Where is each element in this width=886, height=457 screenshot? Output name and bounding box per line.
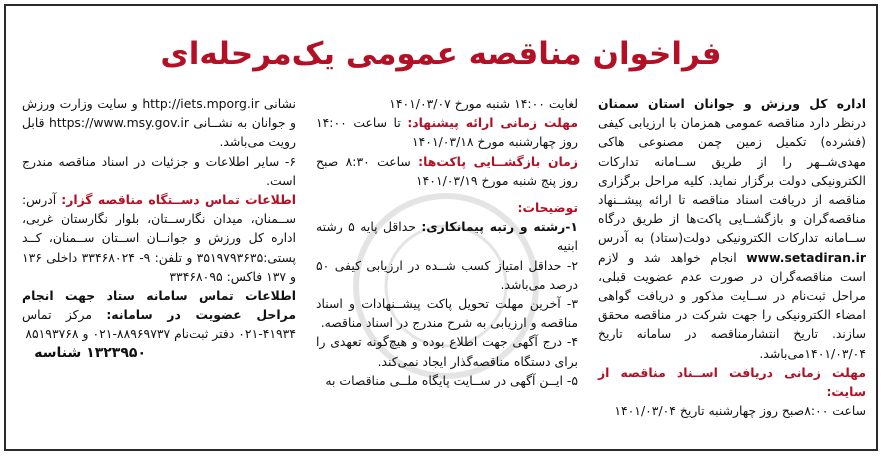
- document-deadline-text: ساعت ۸:۰۰صبح روز چهارشنبه تاریخ ۱۴۰۱/۰۳/۰۴: [614, 403, 866, 419]
- notes-heading: توضیحات:: [517, 200, 578, 216]
- intro-paragraph: [598, 94, 866, 363]
- note-3: ۳- آخرین مهلت تحویل پاکت پیشــنهادات و اسناد مناقصه و ارزیابی به شرح مندرج در اسناد مناقصه.: [316, 296, 578, 331]
- note-6: ۶- سایر اطلاعات و جزئیات در اسناد مناقصه مندرج است.: [22, 153, 296, 188]
- note-4: ۴- درج آگهی جهت اطلاع بوده و هیچ‌گونه تعهدی را برای دستگاه مناقصه‌گذار ایجاد نمی‌کند.: [316, 334, 578, 369]
- opening-time: [316, 152, 578, 190]
- note-5-post: قابل رویت می‌باشد.: [22, 115, 296, 150]
- document-deadline-end: لغایت ۱۴:۰۰ شنبه مورخ ۱۴۰۱/۰۳/۰۷: [389, 96, 578, 111]
- submission-deadline: [316, 113, 578, 151]
- ad-code: ۱۳۲۳۹۵۰ شناسه: [34, 344, 146, 361]
- submission-text: تا ساعت ۱۴:۰۰ روز چهارشنبه مورخ ۱۴۰۱/۰۳/۱۸: [316, 115, 578, 150]
- msy-url-link[interactable]: https://www.msy.gov.ir: [49, 115, 189, 131]
- setad-heading: اطلاعات تماس سامانه ستاد جهت انجام مراحل عضویت در سامانه:: [22, 288, 296, 323]
- note-1-text: حداقل پایه ۵ رشته ابنیه: [316, 219, 578, 254]
- setad-url-link[interactable]: www.setadiran.ir: [746, 249, 866, 265]
- note-5: ۵- ایــن آگهی در ســایت پایگاه ملــی مناقصات به: [325, 372, 578, 388]
- organization-name: اداره کل ورزش و جوانان استان سمنان: [598, 96, 866, 111]
- setad-text: مرکز تماس ۴۱۹۳۴-۰۲۱ دفتر ثبت‌نام ۸۸۹۶۹۷۳۷-۰۲۱ و ۸۵۱۹۳۷۶۸: [22, 307, 296, 342]
- middle-column: [316, 94, 578, 390]
- iets-url-link[interactable]: http://iets.mporg.ir: [142, 96, 260, 111]
- opening-text: ساعت ۸:۳۰ صبح روز پنج شنبه مورخ ۱۴۰۱/۰۳/۱۹: [316, 153, 578, 188]
- page-title: فراخوان مناقصه عمومی یک‌مرحله‌ای: [160, 36, 722, 72]
- intro-text-2: انجام خواهد شد و لازم است مناقصه‌گران در صورت عدم عضویت قبلی، مراحل ثبت‌نام در ســایت مذکور و دریافت گواهی امضاء الکترونیکی را جهت شرکت در مناقصه محقق سازند. تاریخ انتشارمناقصه در سامانه تاریخ ۱۴۰۱/۰۳/۰۴می‌باشد.: [598, 249, 866, 361]
- note-2: ۲- حداقل امتیاز کسب شــده در ارزیابی کیفی ۵۰ درصد می‌باشد.: [316, 257, 578, 292]
- setad-contact-info: [22, 286, 296, 344]
- note-5-pre: نشانی: [259, 96, 296, 111]
- opening-heading: زمان بازگشــایی پاکت‌ها:: [418, 153, 578, 169]
- note-5-continued: [22, 94, 296, 152]
- left-column: [22, 94, 296, 363]
- contact-text: آدرس: ســمنان، میدان نگارســتان، بلوار نگارستان غربی، اداره کل ورزش و جوانــان اســتان ســمنان، کــد پستی:۳۵۱۹۷۹۳۶۳۵ و تلفن: ۹- ۳۳۴۶۸۰۲۴ داخلی ۱۳۶ و ۱۳۷ فاکس: ۳۳۴۶۸۰۹۵: [22, 192, 296, 284]
- contact-heading: اطلاعات تماس دســتگاه مناقصه گزار:: [61, 192, 296, 208]
- note-1-label: ۱-رشته و رتبه پیمانکاری:: [421, 219, 578, 235]
- note-1: [316, 217, 578, 255]
- document-deadline-heading: مهلت زمانی دریافت اســناد مناقصه از سایت:: [598, 364, 866, 400]
- note-5-mid: و سایت وزارت ورزش و جوانان به نشــانی: [22, 96, 296, 131]
- intro-text: درنظر دارد مناقصه عمومی همزمان با ارزیابی کیفی (فشرده) تکمیل زمین چمن مصنوعی هاکی مهدی‌شــهر را از طریق ســامانه تدارکات الکترونیکی دولت برگزار نماید. کلیه مراحل برگزاری مناقصه از دریافت اسناد مناقصه تا ارائه پیشــنهاد مناقصه‌گران و بازگشــایی پاکت‌ها از طریق درگاه ســامانه تدارکات الکترونیکی دولت(ستاد) به آدرس: [598, 115, 866, 246]
- announcement-frame: [4, 4, 878, 451]
- right-column: [598, 94, 866, 420]
- submission-heading: مهلت زمانی ارائه پیشنهاد:: [407, 115, 578, 131]
- contact-info: [22, 190, 296, 286]
